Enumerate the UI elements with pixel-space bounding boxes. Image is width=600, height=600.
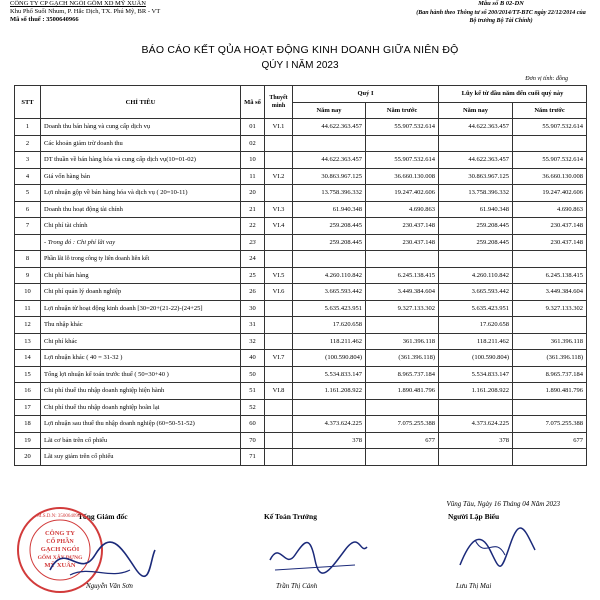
income-statement-table	[14, 85, 587, 466]
stamp-line-2: CỔ PHẦN	[46, 539, 74, 545]
row-ytd-prev-year: 361.396.118	[513, 333, 587, 350]
table-row	[15, 168, 587, 185]
row-ytd-this-year	[439, 449, 513, 466]
stamp-line-3: GẠCH NGÓI	[40, 546, 80, 553]
header-quarter-this-year: Năm nay	[293, 102, 366, 119]
row-stt: 1	[15, 119, 41, 136]
row-ytd-this-year: 118.211.462	[439, 333, 513, 350]
row-quarter-prev-year: 36.660.130.008	[366, 168, 439, 185]
row-quarter-prev-year: 4.690.863	[366, 201, 439, 218]
row-stt: 12	[15, 317, 41, 334]
row-ytd-prev-year: 1.890.481.796	[513, 383, 587, 400]
table-row	[15, 366, 587, 383]
row-code: 21	[241, 201, 265, 218]
row-code: 71	[241, 449, 265, 466]
row-note	[265, 185, 293, 202]
report-title: BÁO CÁO KẾT QỦA HOẠT ĐỘNG KINH DOANH GIỮA NIÊN ĐỘ	[141, 44, 459, 56]
row-note	[265, 333, 293, 350]
director-name: Nguyễn Văn Sơn	[86, 582, 133, 590]
header-ytd: Lũy kế từ đầu năm đến cuối quý này	[439, 86, 587, 103]
row-code: 51	[241, 383, 265, 400]
accountant-signature	[255, 525, 375, 580]
row-ytd-this-year: 5.635.423.951	[439, 300, 513, 317]
row-quarter-prev-year: 1.890.481.796	[366, 383, 439, 400]
accountant-title: Kế Toán Trưởng	[264, 512, 317, 521]
row-quarter-this-year	[293, 135, 366, 152]
row-note: VI.6	[265, 284, 293, 301]
row-ytd-this-year: 259.208.445	[439, 218, 513, 235]
row-quarter-this-year	[293, 251, 366, 268]
row-item-name: Các khoản giảm trừ doanh thu	[41, 135, 241, 152]
table-row	[15, 350, 587, 367]
row-quarter-prev-year: 677	[366, 432, 439, 449]
table-row	[15, 449, 587, 466]
row-code: 10	[241, 152, 265, 169]
row-quarter-this-year	[293, 449, 366, 466]
row-quarter-this-year: 4.373.624.225	[293, 416, 366, 433]
table-row	[15, 432, 587, 449]
row-note	[265, 152, 293, 169]
row-stt: 8	[15, 251, 41, 268]
row-ytd-prev-year: 230.437.148	[513, 218, 587, 235]
row-item-name: Thu nhập khác	[41, 317, 241, 334]
row-ytd-prev-year	[513, 399, 587, 416]
row-stt: 13	[15, 333, 41, 350]
row-stt: 11	[15, 300, 41, 317]
row-stt: 14	[15, 350, 41, 367]
row-ytd-prev-year: 230.437.148	[513, 234, 587, 251]
row-ytd-this-year: 4.373.624.225	[439, 416, 513, 433]
row-stt: 15	[15, 366, 41, 383]
row-code: 52	[241, 399, 265, 416]
row-note: VI.1	[265, 119, 293, 136]
row-quarter-this-year: 5.635.423.951	[293, 300, 366, 317]
row-ytd-this-year: (100.590.804)	[439, 350, 513, 367]
table-row	[15, 284, 587, 301]
row-code: 26	[241, 284, 265, 301]
row-ytd-prev-year: 3.449.384.604	[513, 284, 587, 301]
row-code: 20	[241, 185, 265, 202]
row-ytd-this-year: 1.161.208.922	[439, 383, 513, 400]
preparer-signature	[440, 520, 550, 580]
company-address: Khu Phố Suối Nhum, P. Hắc Dịch, TX. Phú Mỹ, BR - VT	[10, 8, 161, 15]
row-stt: 3	[15, 152, 41, 169]
row-quarter-this-year: 44.622.363.457	[293, 152, 366, 169]
row-ytd-this-year	[439, 399, 513, 416]
row-code: 23	[241, 234, 265, 251]
row-ytd-prev-year: 7.075.255.388	[513, 416, 587, 433]
row-code: 30	[241, 300, 265, 317]
row-quarter-prev-year: 361.396.118	[366, 333, 439, 350]
row-stt	[15, 234, 41, 251]
row-code: 60	[241, 416, 265, 433]
row-ytd-this-year: 378	[439, 432, 513, 449]
company-tax-code: Mã số thuế : 3500640966	[10, 16, 79, 23]
row-item-name: Chi phí quản lý doanh nghiệp	[41, 284, 241, 301]
table-body	[15, 119, 587, 466]
row-quarter-prev-year: 55.907.532.614	[366, 152, 439, 169]
row-ytd-prev-year: 4.690.863	[513, 201, 587, 218]
row-item-name: Chi phí khác	[41, 333, 241, 350]
row-stt: 10	[15, 284, 41, 301]
row-ytd-prev-year: (361.396.118)	[513, 350, 587, 367]
stamp-line-1: CÔNG TY	[44, 530, 76, 537]
row-code: 01	[241, 119, 265, 136]
row-quarter-this-year: 118.211.462	[293, 333, 366, 350]
row-stt: 20	[15, 449, 41, 466]
form-number: Mẫu số B 02-DN	[478, 0, 524, 7]
preparer-name: Lưu Thị Mai	[456, 582, 492, 590]
row-quarter-this-year: 5.534.833.147	[293, 366, 366, 383]
row-quarter-prev-year	[366, 399, 439, 416]
row-note: VI.8	[265, 383, 293, 400]
row-quarter-prev-year: 6.245.138.415	[366, 267, 439, 284]
row-note	[265, 399, 293, 416]
stamp-line-5: MỸ XUÂN	[44, 562, 76, 569]
row-ytd-prev-year: 9.327.133.302	[513, 300, 587, 317]
header-code: Mã số	[241, 86, 265, 119]
signature-date: Vũng Tàu, Ngày 16 Tháng 04 Năm 2023	[446, 500, 560, 508]
table-row	[15, 185, 587, 202]
table-row	[15, 251, 587, 268]
row-note	[265, 251, 293, 268]
row-stt: 7	[15, 218, 41, 235]
row-code: 31	[241, 317, 265, 334]
row-quarter-prev-year: 55.907.532.614	[366, 119, 439, 136]
row-quarter-this-year: 259.208.445	[293, 234, 366, 251]
accountant-name: Trần Thị Cảnh	[276, 582, 318, 590]
row-ytd-this-year	[439, 251, 513, 268]
table-row	[15, 135, 587, 152]
row-note: VI.7	[265, 350, 293, 367]
row-quarter-prev-year: 8.965.737.184	[366, 366, 439, 383]
table-row	[15, 383, 587, 400]
row-ytd-this-year: 5.534.833.147	[439, 366, 513, 383]
report-subtitle: QÚY I NĂM 2023	[261, 60, 339, 71]
row-note	[265, 317, 293, 334]
row-ytd-this-year: 259.208.445	[439, 234, 513, 251]
row-note: VI.2	[265, 168, 293, 185]
table-row	[15, 267, 587, 284]
row-quarter-this-year: 259.208.445	[293, 218, 366, 235]
row-ytd-prev-year: 36.660.130.008	[513, 168, 587, 185]
row-quarter-prev-year: 7.075.255.388	[366, 416, 439, 433]
row-item-name: Lợi nhuận sau thuế thu nhập doanh nghiệp (60=50-51-52)	[41, 416, 241, 433]
row-item-name: DT thuần về bán hàng hóa và cung cấp dịch vụ(10=01-02)	[41, 152, 241, 169]
row-stt: 9	[15, 267, 41, 284]
row-quarter-prev-year: 230.437.148	[366, 234, 439, 251]
stamp-line-4: GỐM XÂY DỰNG	[37, 555, 83, 561]
row-stt: 19	[15, 432, 41, 449]
row-ytd-prev-year	[513, 449, 587, 466]
row-quarter-prev-year	[366, 317, 439, 334]
director-signature	[37, 530, 160, 585]
director-title: Tổng Giám đốc	[78, 512, 128, 521]
table-row	[15, 152, 587, 169]
row-stt: 6	[15, 201, 41, 218]
company-header	[10, 0, 310, 24]
row-code: 40	[241, 350, 265, 367]
table-row	[15, 416, 587, 433]
row-ytd-this-year: 30.863.967.125	[439, 168, 513, 185]
header-note: Thuyết minh	[265, 86, 293, 119]
row-quarter-prev-year: 3.449.384.604	[366, 284, 439, 301]
header-quarter-prev-year: Năm trước	[366, 102, 439, 119]
row-note	[265, 300, 293, 317]
row-quarter-prev-year	[366, 449, 439, 466]
row-code: 32	[241, 333, 265, 350]
row-ytd-prev-year	[513, 251, 587, 268]
row-item-name: Lợi nhuận từ hoạt động kinh doanh [30=20+(21-22)-(24+25]	[41, 300, 241, 317]
header-item: CHỈ TIÊU	[41, 86, 241, 119]
table-row	[15, 317, 587, 334]
row-item-name: Doanh thu bán hàng và cung cấp dịch vụ	[41, 119, 241, 136]
table-row	[15, 201, 587, 218]
row-item-name: Lãi suy giảm trên cổ phiếu	[41, 449, 241, 466]
table-row	[15, 218, 587, 235]
table-row	[15, 399, 587, 416]
row-quarter-this-year: (100.590.804)	[293, 350, 366, 367]
row-item-name: - Trong đó : Chi phí lãi vay	[41, 234, 241, 251]
row-note	[265, 234, 293, 251]
preparer-title: Người Lập Biểu	[448, 512, 500, 521]
row-note: VI.3	[265, 201, 293, 218]
row-quarter-prev-year: 19.247.402.606	[366, 185, 439, 202]
table-row	[15, 300, 587, 317]
row-item-name: Chi phí thuế thu nhập doanh nghiệp hiện hành	[41, 383, 241, 400]
stamp-tax-code: M.S.D.N: 3500640966	[37, 514, 83, 519]
row-note: VI.5	[265, 267, 293, 284]
row-stt: 18	[15, 416, 41, 433]
row-note	[265, 366, 293, 383]
table-row	[15, 234, 587, 251]
row-quarter-prev-year: 230.437.148	[366, 218, 439, 235]
row-ytd-this-year	[439, 135, 513, 152]
row-item-name: Lợi nhuận gộp về bán hàng hóa và dịch vụ ( 20=10-11)	[41, 185, 241, 202]
row-item-name: Chi phí thuế thu nhập doanh nghiệp hoãn lại	[41, 399, 241, 416]
row-note: VI.4	[265, 218, 293, 235]
currency-unit: Đơn vị tính: đồng	[525, 76, 568, 82]
row-ytd-prev-year: 6.245.138.415	[513, 267, 587, 284]
row-stt: 4	[15, 168, 41, 185]
row-item-name: Chi phí bán hàng	[41, 267, 241, 284]
row-code: 02	[241, 135, 265, 152]
row-item-name: Chi phí tài chính	[41, 218, 241, 235]
row-quarter-this-year: 4.260.110.842	[293, 267, 366, 284]
row-code: 25	[241, 267, 265, 284]
row-quarter-prev-year	[366, 251, 439, 268]
row-note	[265, 416, 293, 433]
row-item-name: Tổng lợi nhuận kế toán trước thuế ( 50=30+40 )	[41, 366, 241, 383]
row-stt: 5	[15, 185, 41, 202]
header-ytd-this-year: Năm nay	[439, 102, 513, 119]
decree-note: (Ban hành theo Thông tư số 200/2014/TT-BTC ngày 22/12/2014 của Bộ trưởng Bộ Tài Chính)	[416, 10, 586, 24]
row-stt: 17	[15, 399, 41, 416]
row-quarter-this-year: 44.622.363.457	[293, 119, 366, 136]
row-item-name: Lãi cơ bản trên cổ phiếu	[41, 432, 241, 449]
row-quarter-this-year: 17.620.658	[293, 317, 366, 334]
row-code: 24	[241, 251, 265, 268]
row-stt: 2	[15, 135, 41, 152]
header-ytd-prev-year: Năm trước	[513, 102, 587, 119]
row-ytd-prev-year	[513, 135, 587, 152]
row-ytd-this-year: 44.622.363.457	[439, 152, 513, 169]
row-item-name: Doanh thu hoạt động tài chính	[41, 201, 241, 218]
row-quarter-this-year: 378	[293, 432, 366, 449]
row-note	[265, 449, 293, 466]
row-item-name: Giá vốn hàng bán	[41, 168, 241, 185]
row-code: 70	[241, 432, 265, 449]
row-item-name: Phần lãi lỗ trong công ty liên doanh liên kết	[41, 251, 241, 268]
row-quarter-this-year	[293, 399, 366, 416]
header-stt: STT	[15, 86, 41, 119]
row-ytd-prev-year: 55.907.532.614	[513, 152, 587, 169]
row-code: 22	[241, 218, 265, 235]
row-ytd-prev-year: 19.247.402.606	[513, 185, 587, 202]
row-ytd-prev-year: 8.965.737.184	[513, 366, 587, 383]
row-quarter-prev-year: 9.327.133.302	[366, 300, 439, 317]
row-ytd-prev-year: 55.907.532.614	[513, 119, 587, 136]
row-quarter-prev-year	[366, 135, 439, 152]
row-ytd-this-year: 3.665.593.442	[439, 284, 513, 301]
row-quarter-this-year: 13.758.396.332	[293, 185, 366, 202]
row-stt: 16	[15, 383, 41, 400]
row-note	[265, 135, 293, 152]
row-note	[265, 432, 293, 449]
row-quarter-this-year: 61.940.348	[293, 201, 366, 218]
table-row	[15, 333, 587, 350]
header-quarter: Quý I	[293, 86, 439, 103]
row-quarter-this-year: 30.863.967.125	[293, 168, 366, 185]
row-ytd-this-year: 13.758.396.332	[439, 185, 513, 202]
table-row	[15, 119, 587, 136]
row-quarter-this-year: 1.161.208.922	[293, 383, 366, 400]
row-item-name: Lợi nhuận khác ( 40 = 31-32 )	[41, 350, 241, 367]
row-quarter-prev-year: (361.396.118)	[366, 350, 439, 367]
company-name: CÔNG TY CP GẠCH NGÓI GỐM XD MỸ XUÂN	[10, 0, 146, 7]
row-code: 50	[241, 366, 265, 383]
row-quarter-this-year: 3.665.593.442	[293, 284, 366, 301]
row-ytd-this-year: 61.940.348	[439, 201, 513, 218]
row-ytd-this-year: 17.620.658	[439, 317, 513, 334]
row-ytd-this-year: 4.260.110.842	[439, 267, 513, 284]
row-ytd-this-year: 44.622.363.457	[439, 119, 513, 136]
row-ytd-prev-year: 677	[513, 432, 587, 449]
row-code: 11	[241, 168, 265, 185]
row-ytd-prev-year	[513, 317, 587, 334]
